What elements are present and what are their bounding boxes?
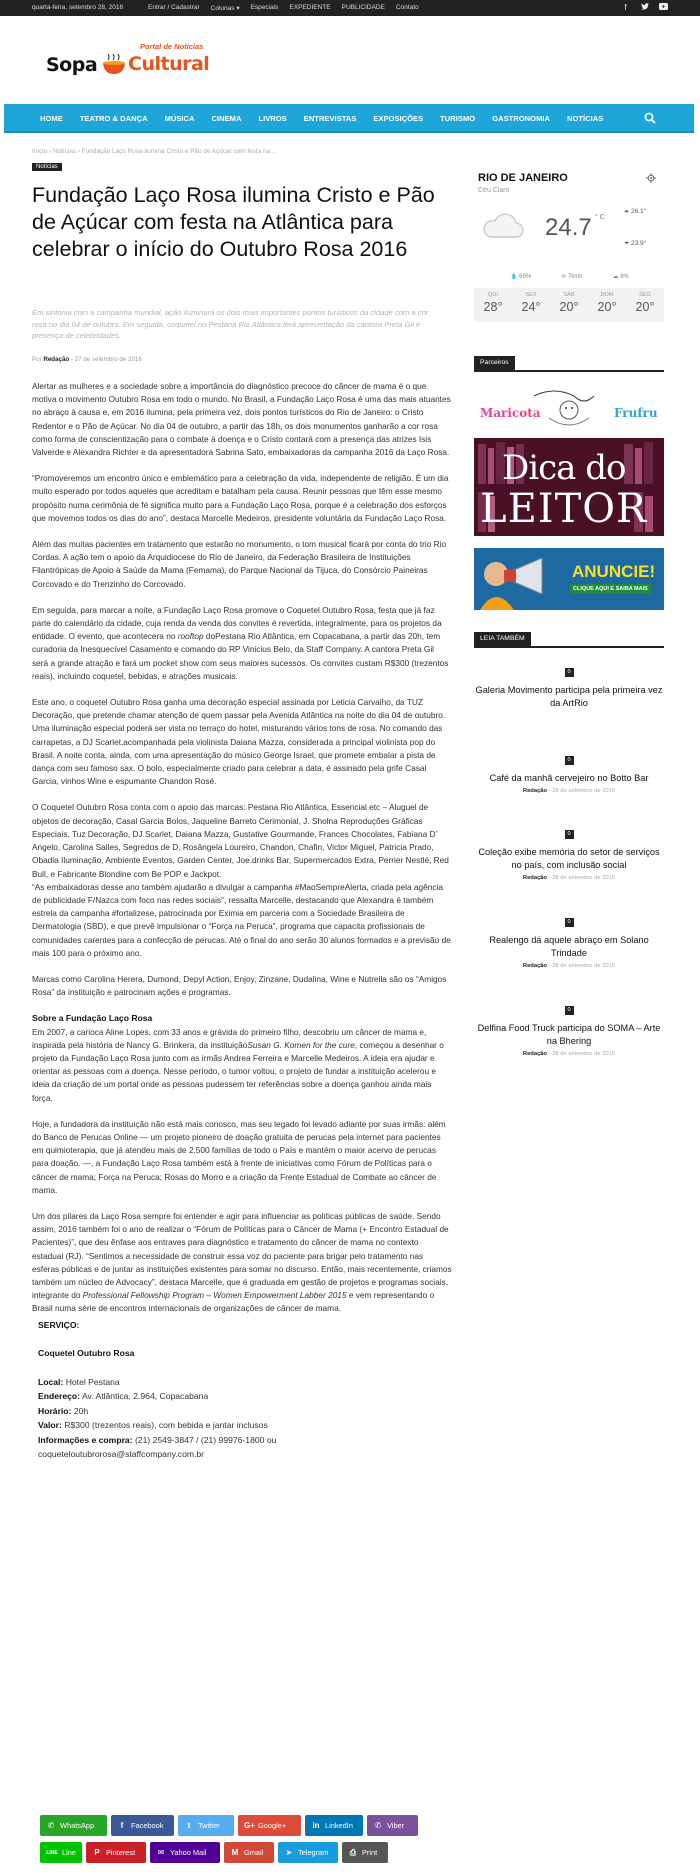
- ad-leitor-text: LEITOR: [480, 486, 648, 532]
- article-paragraph: “As embaixadoras desse ano também ajudarão a divulgar a campanha #MaoSempreAlerta, criada pela agência de publicidade F/Nazca com foco nas redes sociais”, ressalta Marcelle, destacando que Alexandra é também estrela da campanha #fortalizese, patrocinada por Eximia em parceria com a Sociedade Brasileira de Dermatologia (SBD), e que prevê impulsionar o “Força na Peruca”, programa que capacita profissionais de comunidades carentes para a confecção de perucas. Até o final do ano serão 30 alunos formados e a previsão de mais 100 para o próximo ano.: [32, 881, 451, 958]
- article-paragraph: Em 2007, a carioca Aline Lopes, com 33 anos e grávida do primeiro filho, descobriu um câncer de mama e, inspirada pela história de Nancy G. Brinkera, da instituiçãoSusan G. Komen for the cure, começou a desenhar o projeto da Fundação Laço Rosa junto com as irmãs Andrea Ferreira e Marcelle Medeiros. A ideia era ajudar e orientar as pessoas com a doença. Nesse período, o tumor voltou, o projeto de fundar a instituição acelerou e ideia da criação de um portal onde as pessoas pudessem ter referências sobre a doença ganhou ainda mais força.: [32, 1026, 444, 1103]
- ad-frufru-text: Frufru: [614, 406, 658, 420]
- logo-word-sopa: Sopa: [46, 54, 98, 76]
- weather-stats: [510, 273, 629, 280]
- pinterest-icon: P: [94, 1848, 100, 1857]
- related-post-title[interactable]: Café da manhã cervejeiro no Botto Bar: [489, 773, 649, 783]
- share-googleplus-button[interactable]: G+ Google+: [238, 1815, 301, 1836]
- current-date: quarta-feira, setembro 28, 2016: [32, 4, 124, 11]
- cloud-icon: [480, 209, 524, 241]
- comment-count-badge[interactable]: 0: [565, 756, 574, 765]
- comment-count-badge[interactable]: 0: [565, 918, 574, 927]
- service-email[interactable]: coqueteloutubrorosa@staffcompany.com.br: [38, 1449, 205, 1460]
- clouds: ☁ 8%: [612, 274, 629, 280]
- ad-anuncie[interactable]: [474, 548, 664, 610]
- linkedin-icon: in: [312, 1821, 320, 1830]
- article-paragraph: Um dos pilares da Laço Rosa sempre foi entender e agir para influenciar as políticas públicas de saúde. Sendo assim, 2016 também foi o ano de realizar o “Fórum de Políticas para o Câncer de Mama (+ Encontro Estadual de Pacientes)”, que deu ênfase aos entraves para diagnóstico e tratamento do câncer de mama no contexto estadual (RJ). “Sentimos a necessidade de construir essa voz do paciente para brigar pelo tratamento nas esferas públicas e de juntar as instituições existentes para somar no discurso. Então, mais recentemente, criamos também um núcleo de Advocacy”, destaca Marcelle, que é graduada em gestão de projetos e programas sociais, integrante do Professional Fellowship Program – Women Empowerment Labber 2015 e vem representando o Brasil numa série de encontros internacionais de organizações de câncer de mama.: [32, 1210, 452, 1314]
- print-button[interactable]: ⎙ Print: [342, 1842, 388, 1863]
- article-paragraph: Alertar as mulheres e a sociedade sobre a importância do diagnóstico precoce do câncer de mama é o que motiva o movimento Outubro Rosa em todo o mundo. No Brasil, a Fundação Laço Rosa é uma das mais atuantes no abraço à causa e, em 2016 ilumina, pela primeira vez, dois pontos turísticos do Rio de Janeiro: o Cristo Redentor e o Pão de Açúcar. No dia 04 de outubro, a partir das 18h, os dois monumentos ganharão a cor rosa como forma de conscientização para o combate à doença e o Cristo contará com a presença das atrizes Isis Valverde e Alexandra Richter e da apresentadora Sabrina Sato, embaixadoras da campanha 2016 da Laço Rosa.: [32, 381, 451, 458]
- service-heading: SERVIÇO:: [38, 1319, 80, 1330]
- share-line-button[interactable]: LINE Line: [40, 1842, 82, 1863]
- twitter-icon: t: [187, 1821, 191, 1830]
- related-post[interactable]: [474, 916, 664, 969]
- article-subtitle: Em sintonia com a campanha mundial, ação iluminará os dois mais importantes pontos turísticos da cidade com a cor rosa no dia 04 de outubro. Em seguida, coquetel no Pestana Rio Atlântica terá apresentação da cantora Preta Gil e presença de celebridades.: [32, 308, 429, 340]
- nav-music[interactable]: MÚSICA: [164, 114, 195, 123]
- nav-books[interactable]: LIVROS: [258, 114, 287, 123]
- viber-icon: ✆: [374, 1821, 382, 1830]
- share-linkedin-button[interactable]: in LinkedIn: [305, 1815, 363, 1836]
- article-paragraph: Além das muitas pacientes em tratamento que estarão no monumento, o tom musical ficará por conta do trio Rio Cordas. A ação tem o apoio da Arquidiocese do Rio de Janeiro, da Federação Brasileira de Instituições Filantrópicas de Apoio à Saúde da Mama (Femama), do Parque Nacional da Tijuca, do Consórcio Paineiras Corcovado e do Trenzinho do Corcovado.: [32, 539, 447, 589]
- publish-date: 27 de setembro de 2016: [74, 356, 142, 363]
- expedient-link[interactable]: EXPEDIENTE: [289, 4, 331, 11]
- comment-count-badge[interactable]: 0: [565, 668, 574, 677]
- breadcrumb-section[interactable]: Notícias: [52, 148, 77, 155]
- temperature-unit: ° C: [595, 214, 605, 221]
- wind-icon: ≋: [561, 274, 567, 280]
- logo-word-cultural: Cultural: [128, 53, 210, 75]
- service-time: Horário: 20h: [38, 1405, 89, 1416]
- related-post[interactable]: [474, 666, 664, 710]
- share-telegram-button[interactable]: ➤ Telegram: [278, 1842, 338, 1863]
- weather-forecast: [474, 288, 664, 322]
- ad-anuncie-text: ANUNCIE!: [572, 562, 656, 581]
- nav-gastronomy[interactable]: GASTRONOMIA: [492, 114, 550, 123]
- service-info: [32, 1318, 452, 1462]
- breadcrumb-current: Fundação Laço Rosa ilumina Cristo e Pão de Açúcar com festa na...: [81, 148, 276, 155]
- breadcrumb: [32, 148, 275, 155]
- arrow-up-icon: ⏶: [624, 208, 630, 215]
- twitter-icon[interactable]: [640, 3, 649, 12]
- weather-condition: Céu Claro: [478, 187, 510, 194]
- nav-theater-dance[interactable]: TEATRO & DANÇA: [79, 114, 148, 123]
- service-address: Endereço: Av. Atlântica, 2.964, Copacabana: [38, 1391, 209, 1402]
- article-byline: [32, 356, 142, 363]
- category-badge[interactable]: Notícias: [32, 163, 62, 171]
- partners-block-header: Parceiros: [474, 356, 664, 372]
- advertising-link[interactable]: PUBLICIDADE: [341, 4, 385, 11]
- nav-interviews[interactable]: ENTREVISTAS: [303, 114, 357, 123]
- logo-tagline: Portal de Notícias: [140, 42, 204, 51]
- article-paragraph: “Promoveremos um encontro único e emblemático para a celebração da vida, independente de religião. É um dia muito esperado por todos aqueles que acreditam e batalham pela causa. Reunir pessoas que têm esse mesmo propósito numa cerimônia de fé significa muito para a Fundação Laço Rosa, porque é a celebração dos esforços que movemos todos os dias do ano”, destaca Marcelle Medeiros, presidente voluntária da Fundação Laço Rosa.: [32, 473, 449, 523]
- article-body: [32, 380, 452, 1462]
- nav-exhibitions[interactable]: EXPOSIÇÕES: [373, 114, 424, 123]
- related-post-title[interactable]: Realengo dá aquele abraço em Solano Trindade: [489, 935, 649, 958]
- related-post-title[interactable]: Coleção exibe memória do setor de serviços no país, com inclusão social: [478, 847, 660, 870]
- weather-high: ⏶ 26.1°: [624, 208, 647, 215]
- line-icon: LINE: [46, 1849, 58, 1856]
- forecast-day: SEG 20°: [635, 292, 655, 314]
- related-post-meta: Redação - 28 de setembro de 2016: [522, 875, 616, 881]
- service-price: Valor: R$300 (trezentos reais), com bebida e jantar inclusos: [38, 1420, 268, 1431]
- article-paragraph: Este ano, o coquetel Outubro Rosa ganha uma decoração especial assinada por Leticia Carvalho, da TUZ Decoração, que pretende chamar atenção de quem passar pela Avenida Atlântica na noite do dia 04 de outubro. Uma iluminação especial poderá ser vista no terraço do hotel, misturando vários tons de rosa. No comando das carrapetas, a DJ Scarlet,acompanhada pela violinista Daiana Mazza, considerada a principal violinista pop do Brasil. A noite conta, ainda, com uma apresentação do músico George Israel, que promete embalar a pista de dança com seu famoso sax. O bolo, especialmente criado para celebrar a data, é assinado pela grife Casal Garcia, vinhos Wine e espumante Chandon Rosé.: [32, 697, 446, 787]
- ad-dica-do-leitor[interactable]: [474, 438, 664, 536]
- main-nav: [4, 104, 694, 133]
- telegram-icon: ➤: [285, 1848, 293, 1857]
- ad-anuncie-sub: CLIQUE AQUI E SAIBA MAIS: [570, 584, 651, 594]
- share-whatsapp-button[interactable]: ✆ WhatsApp: [40, 1815, 107, 1836]
- related-post-meta: Redação - 28 de setembro de 2016: [522, 963, 616, 969]
- gmail-icon: M: [231, 1848, 239, 1857]
- google-plus-icon: G+: [244, 1821, 255, 1830]
- cloud-small-icon: ☁: [612, 274, 619, 280]
- related-post-title[interactable]: Galeria Movimento participa pela primeira vez da ArtRio: [475, 685, 663, 708]
- article-paragraph: O Coquetel Outubro Rosa conta com o apoio das marcas: Pestana Rio Atlântica, Essencial etc – Aluguel de objetos de decoração, Casal Garcia Bolos, Jaqueline Barreto Cerimonial, J. Sholna Reproduções Gráficas Especiais, Tuz Decoração, DJ Scarlet, Daiana Mazza, Gustative Gourmande, Frances Chocolates, Fabiana D’ Angelo, Carolina Salles, Segredos de D, Rosângela Loureiro, Chandon, Chafin, Victor Miguel, Patricia Prado, Obadia Iluminação, Ambiente Eventos, Garden Center, Joe.drinks Bar, Supermercados Extra, Perrier Nestlé, Red Bull, e Fabricante Blondine com Be POP e Jackpot.: [32, 802, 449, 879]
- whatsapp-icon: ✆: [47, 1821, 55, 1830]
- forecast-day: SEX 24°: [521, 292, 541, 314]
- article-title: Fundação Laço Rosa ilumina Cristo e Pão de Açúcar com festa na Atlântica para celebrar o início do Outubro Rosa 2016: [32, 183, 435, 261]
- comment-count-badge[interactable]: 0: [565, 830, 574, 839]
- weather-low: ⏷ 23.9°: [624, 240, 647, 247]
- share-gmail-button[interactable]: M Gmail: [224, 1842, 274, 1863]
- humidity: 💧 69%: [510, 274, 532, 280]
- share-pinterest-button[interactable]: P Pinterest: [86, 1842, 146, 1863]
- related-post[interactable]: [474, 828, 664, 881]
- read-also-header: LEIA TAMBÉM: [474, 632, 664, 648]
- soup-bowl-icon: [102, 54, 126, 76]
- weather-temperature: 24.7: [545, 214, 592, 241]
- service-event-name: Coquetel Outubro Rosa: [38, 1348, 135, 1359]
- mail-icon: ✉: [157, 1848, 165, 1857]
- nav-tourism[interactable]: TURISMO: [440, 114, 476, 123]
- service-contact: Informações e compra: (21) 2549-3847 / (21) 99976-1800 ou: [38, 1434, 277, 1445]
- youtube-icon[interactable]: [659, 3, 668, 12]
- related-post-meta: Redação - 28 de setembro de 2016: [522, 788, 616, 794]
- share-facebook-button[interactable]: f Facebook: [111, 1815, 174, 1836]
- search-icon[interactable]: [644, 112, 656, 124]
- forecast-day: DOM 20°: [597, 292, 617, 314]
- byline-separator: -: [70, 356, 73, 363]
- login-link[interactable]: Entrar / Cadastrar: [148, 4, 200, 11]
- top-links: [148, 4, 419, 12]
- nav-news[interactable]: NOTÍCIAS: [566, 114, 604, 123]
- nav-cinema[interactable]: CINEMA: [211, 114, 242, 123]
- ad-dica-text: Dica do: [502, 448, 626, 488]
- forecast-day: QUI 28°: [483, 292, 503, 314]
- section-heading: Sobre a Fundação Laço Rosa: [32, 1013, 153, 1024]
- columns-menu[interactable]: Colunas ▾: [210, 5, 240, 12]
- droplet-icon: 💧: [510, 274, 518, 280]
- byline-label: Por: [32, 356, 42, 363]
- share-twitter-button[interactable]: t Twitter: [178, 1815, 234, 1836]
- share-yahoo-button[interactable]: ✉ Yahoo Mail: [150, 1842, 220, 1863]
- article-paragraph: Marcas como Carolina Herera, Dumond, Depyl Action, Enjoy, Zinzane, Dudalina, Wine e Nutrella são os “Amigos Rosa” da instituição e patrocinam ações e programas.: [32, 973, 447, 998]
- specials-link[interactable]: Especiais: [250, 4, 279, 11]
- location-icon[interactable]: [646, 173, 656, 183]
- breadcrumb-separator: ›: [49, 148, 52, 155]
- arrow-down-icon: ⏷: [624, 240, 630, 247]
- facebook-icon[interactable]: f: [624, 3, 627, 12]
- facebook-icon: f: [120, 1821, 124, 1830]
- service-location: Local: Hotel Pestana: [38, 1376, 120, 1387]
- nav-home[interactable]: HOME: [40, 114, 63, 123]
- article-paragraph: Hoje, a fundadora da instituição não está mais conosco, mas seu legado foi levado adiante por suas irmãs: além do Banco de Perucas Online — um projeto pioneiro de doação gratuita de perucas pela internet para pacientes em quimioterapia, que já atendeu mais de 2.500 famílias de todo o País e mantém o maior acervo de perucas para doação. —, a Fundação Laço Rosa também está à frente de iniciativas como Fórum de Políticas para o câncer de mama; Força na Peruca; Rosas do Morro e a criação da Frente Estadual de Combate ao câncer de mama.: [32, 1118, 446, 1195]
- related-post[interactable]: [474, 1004, 664, 1057]
- social-icons: [621, 3, 668, 12]
- breadcrumb-separator: ›: [77, 148, 80, 155]
- contact-link[interactable]: Contato: [395, 4, 419, 11]
- related-post-meta: Redação - 28 de setembro de 2016: [522, 1051, 616, 1057]
- related-post-title[interactable]: Delfina Food Truck participa do SOMA – Arte na Bhering: [477, 1023, 661, 1046]
- article-paragraph: Em seguida, para marcar a noite, a Fundação Laço Rosa promove o Coquetel Outubro Rosa, festa que já faz parte do calendário da cidade, cuja renda da venda dos convites é revertida, integralmente, para os projetos da entidade. O evento, que acontecera no rooftop doPestana Rio Atlântica, em Copacabana, a partir das 20h, tem curadoria da Inesquecível Casamento e comando do RP Vinicius Belo, da Staff Company. A cantora Preta Gil será a grande atração e fará um pocket show com seus maiores sucessos. Os convites custam R$300 (trezentos reais), incluindo coquetel, bebidas, e atrações musicais.: [32, 604, 449, 681]
- wind: ≋ 7kmh: [561, 274, 583, 280]
- ad-maricota-frufru[interactable]: [474, 388, 664, 434]
- related-post[interactable]: [474, 754, 664, 794]
- breadcrumb-home[interactable]: Início: [32, 148, 48, 155]
- top-bar: [0, 0, 700, 16]
- site-logo[interactable]: [46, 40, 226, 78]
- forecast-day: SÁB 20°: [559, 292, 579, 314]
- ad-maricota-text: Maricota: [480, 406, 541, 420]
- author-link[interactable]: Redação: [43, 356, 70, 363]
- comment-count-badge[interactable]: 0: [565, 1006, 574, 1015]
- share-viber-button[interactable]: ✆ Viber: [367, 1815, 418, 1836]
- weather-city: RIO DE JANEIRO: [478, 172, 568, 184]
- print-icon: ⎙: [349, 1847, 357, 1857]
